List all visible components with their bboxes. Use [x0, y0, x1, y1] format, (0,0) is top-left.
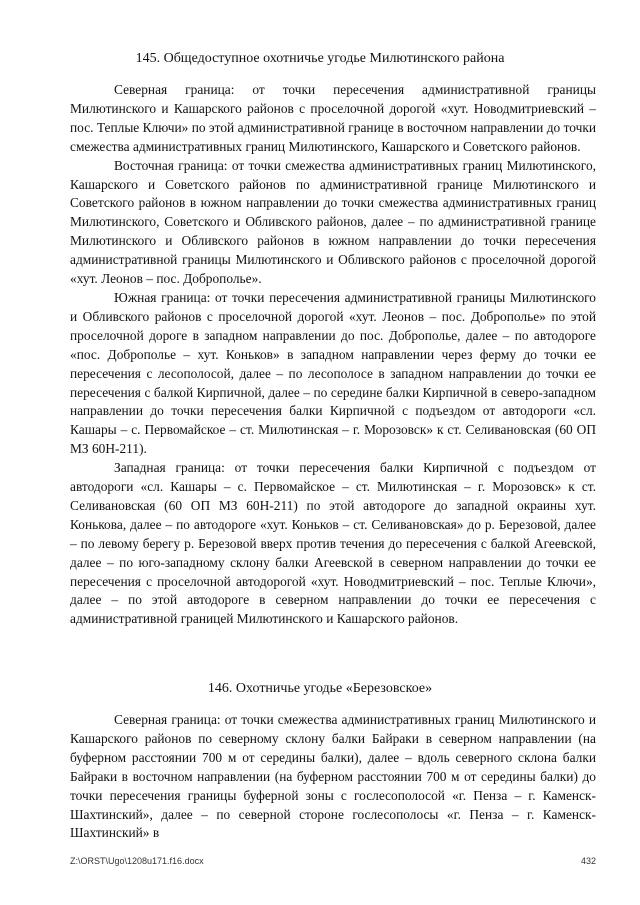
section-146-north-boundary: Северная граница: от точки смежества административных границ Милютинского и Кашарского районов по северному склону балки Байраки в северном направлении (на буферном расстоянии 700 м от середины балки), далее – вдоль северного склона балки Байраки в восточном направлении (на буферном расстоянии 700 м от середины балки) до точки пересечения границы буферной зоны с гослесополосой «г. Пенза – г. Каменск-Шахтинский», далее – по северной стороне гослесополосы «г. Пенза – г. Каменск-Шахтинский» в — [70, 712, 596, 841]
section-146-title: 146. Охотничье угодье «Березовское» — [207, 681, 433, 696]
section-145-title: 145. Общедоступное охотничье угодье Милютинского района — [135, 51, 505, 66]
section-145-south-boundary: Южная граница: от точки пересечения административной границы Милютинского и Обливского районов с проселочной дорогой «хут. Леонов – пос. Доброполье» по этой проселочной дороге в западном направлении до пос. Доброполье, далее – по автодороге «пос. Доброполье – хут. Коньков» в западном направлении через ферму до точки ее пересечения с лесополосой, далее – по лесополосе в западном направлении до точки ее пересечения с балкой Кирпичной, далее – по середине балки Кирпичной в северо-западном направлении до точки пересечения балки Кирпичной с подъездом от автодороги «сл. Кашары – с. Первомайское – ст. Милютинская – г. Морозовск» к ст. Селивановская (60 ОП МЗ 60Н-211). — [70, 289, 596, 457]
section-146-body — [70, 711, 596, 843]
footer-page-number: 432 — [580, 856, 596, 866]
section-145-body — [70, 81, 596, 629]
section-145-north-boundary: Северная граница: от точки пересечения административной границы Милютинского и Кашарского районов с проселочной дорогой «хут. Новодмитриевский – пос. Теплые Ключи» по этой административной границе в восточном направлении до точки смежества административных границ Милютинского, Кашарского и Советского районов. — [70, 82, 596, 154]
footer-file-path: Z:\ORST\Ugo\1208u171.f16.docx — [70, 856, 204, 866]
section-145-east-boundary: Восточная граница: от точки смежества административных границ Милютинского, Кашарского и Советского районов по административной границе Милютинского и Советского районов в южном направлении до точки смежества административных границ Милютинского, Советского и Обливского районов, далее – по административной границе Милютинского и Обливского районов в южном направлении до точки пересечения административной границы Милютинского и Обливского районов с проселочной дорогой «хут. Леонов – пос. Доброполье». — [70, 157, 596, 287]
section-145-west-boundary: Западная граница: от точки пересечения балки Кирпичной с подъездом от автодороги «сл. Кашары – с. Первомайское – ст. Милютинская – г. Морозовск» к ст. Селивановская (60 ОП МЗ 60Н-211) по этой автодороге до западной окраины хут. Конькова, далее – по автодороге «хут. Коньков – ст. Селивановская» до р. Березовой, далее – по левому берегу р. Березовой вверх против течения до пересечения с балкой Агеевской, далее – по юго-западному склону балки Агеевской в северном направлении до точки ее пересечения с проселочной автодорогой «хут. Новодмитриевский – пос. Теплые Ключи», далее – по этой автодороге в северном направлении до точки ее пересечения с административной границей Милютинского и Кашарского районов. — [70, 460, 596, 627]
